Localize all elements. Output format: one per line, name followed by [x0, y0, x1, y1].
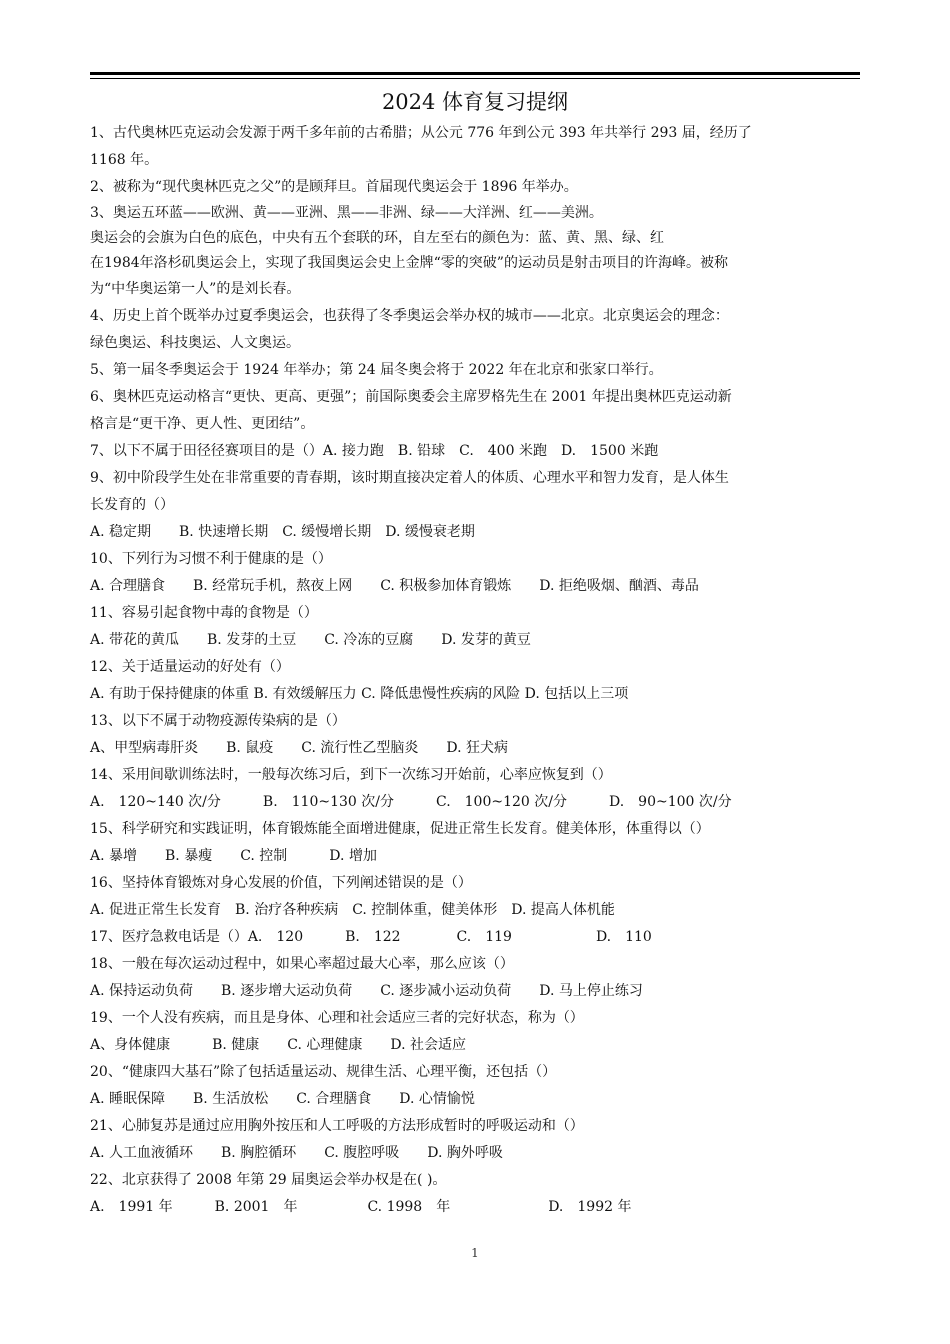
text-line: 6、奥林匹克运动格言“更快、更高、更强”；前国际奥委会主席罗格先生在 2001 年提出奥林匹克运动新 [90, 389, 732, 405]
text-line: 长发育的（） [90, 497, 174, 513]
text-line: A、甲型病毒肝炎 B. 鼠疫 C. 流行性乙型脑炎 D. 狂犬病 [90, 740, 509, 756]
text-line: 21、心肺复苏是通过应用胸外按压和人工呼吸的方法形成暂时的呼吸运动和（） [90, 1118, 584, 1134]
text-line: 1、古代奥林匹克运动会发源于两千多年前的古希腊；从公元 776 年到公元 393 年共举行 293 届，经历了 [90, 125, 752, 141]
text-line: 在1984年洛杉矶奥运会上，实现了我国奥运会史上金牌“零的突破”的运动员是射击项目的许海峰。被称 [90, 255, 728, 271]
text-line: 4、历史上首个既举办过夏季奥运会，也获得了冬季奥运会举办权的城市——北京。北京奥运会的理念： [90, 308, 729, 324]
page-number: 1 [471, 1246, 479, 1260]
text-line: A. 合理膳食 B. 经常玩手机，熬夜上网 C. 积极参加体育锻炼 D. 拒绝吸烟、酗酒、毒品 [90, 578, 699, 594]
text-line: 20、“健康四大基石”除了包括适量运动、规律生活、心理平衡，还包括（） [90, 1064, 557, 1080]
text-line: 14、采用间歇训练法时，一般每次练习后，到下一次练习开始前，心率应恢复到（） [90, 767, 612, 783]
text-line: A. 睡眠保障 B. 生活放松 C. 合理膳食 D. 心情愉悦 [90, 1091, 475, 1107]
text-line: A. 人工血液循环 B. 胸腔循环 C. 腹腔呼吸 D. 胸外呼吸 [90, 1145, 503, 1161]
text-line: 19、一个人没有疾病，而且是身体、心理和社会适应三者的完好状态，称为（） [90, 1010, 584, 1026]
text-line: 7、以下不属于田径径赛项目的是（）A. 接力跑 B. 铅球 C. 400 米跑 D. 1500 米跑 [90, 443, 659, 459]
text-line: 5、第一届冬季奥运会于 1924 年举办；第 24 届冬奥会将于 2022 年在北京和张家口举行。 [90, 362, 663, 378]
text-line: 绿色奥运、科技奥运、人文奥运。 [90, 335, 300, 351]
text-line: A. 120~140 次/分 B. 110~130 次/分 C. 100~120 次/分 D. 90~100 次/分 [90, 794, 732, 810]
text-line: 3、奥运五环蓝——欧洲、黄——亚洲、黑——非洲、绿——大洋洲、红——美洲。 [90, 205, 603, 221]
text-line: A、身体健康 B. 健康 C. 心理健康 D. 社会适应 [90, 1037, 467, 1053]
text-line: 奥运会的会旗为白色的底色，中央有五个套联的环，自左至右的颜色为：蓝、黄、黑、绿、红 [90, 230, 664, 246]
text-line: 为“中华奥运第一人”的是刘长春。 [90, 281, 301, 297]
text-line: 15、科学研究和实践证明，体育锻炼能全面增进健康，促进正常生长发育。健美体形，体重得以（） [90, 821, 710, 837]
text-line: A. 暴增 B. 暴瘦 C. 控制 D. 增加 [90, 848, 377, 864]
text-line: A. 促进正常生长发育 B. 治疗各种疾病 C. 控制体重，健美体形 D. 提高人体机能 [90, 902, 615, 918]
text-line: 22、北京获得了 2008 年第 29 届奥运会举办权是在( )。 [90, 1172, 447, 1188]
text-line: 格言是“更干净、更人性、更团结”。 [90, 416, 315, 432]
text-line: A. 有助于保持健康的体重 B. 有效缓解压力 C. 降低患慢性疾病的风险 D. 包括以上三项 [90, 686, 629, 702]
document-body [90, 120, 865, 1221]
text-line: A. 保持运动负荷 B. 逐步增大运动负荷 C. 逐步减小运动负荷 D. 马上停止练习 [90, 983, 643, 999]
page-title: 2024 体育复习提纲 [381, 90, 569, 114]
text-line: 9、初中阶段学生处在非常重要的青春期，该时期直接决定着人的体质、心理水平和智力发育，是人体生 [90, 470, 729, 486]
text-line: A. 1991 年 B. 2001 年 C. 1998 年 D. 1992 年 [90, 1199, 632, 1215]
text-line: 12、关于适量运动的好处有（） [90, 659, 290, 675]
text-line: 2、被称为“现代奥林匹克之父”的是顾拜旦。首届现代奥运会于 1896 年举办。 [90, 179, 578, 195]
text-line: A. 带花的黄瓜 B. 发芽的土豆 C. 冷冻的豆腐 D. 发芽的黄豆 [90, 632, 531, 648]
header-rule-thin [90, 78, 860, 79]
text-line: 10、下列行为习惯不利于健康的是（） [90, 551, 332, 567]
text-line: 13、以下不属于动物疫源传染病的是（） [90, 713, 346, 729]
text-line: 1168 年。 [90, 152, 159, 168]
text-line: 18、一般在每次运动过程中，如果心率超过最大心率，那么应该（） [90, 956, 514, 972]
header-rule-thick [90, 72, 860, 75]
text-line: 11、容易引起食物中毒的食物是（） [90, 605, 318, 621]
text-line: 16、坚持体育锻炼对身心发展的价值，下列阐述错误的是（） [90, 875, 472, 891]
text-line: 17、医疗急救电话是（）A. 120 B. 122 C. 119 D. 110 [90, 929, 652, 945]
text-line: A. 稳定期 B. 快速增长期 C. 缓慢增长期 D. 缓慢衰老期 [90, 524, 475, 540]
